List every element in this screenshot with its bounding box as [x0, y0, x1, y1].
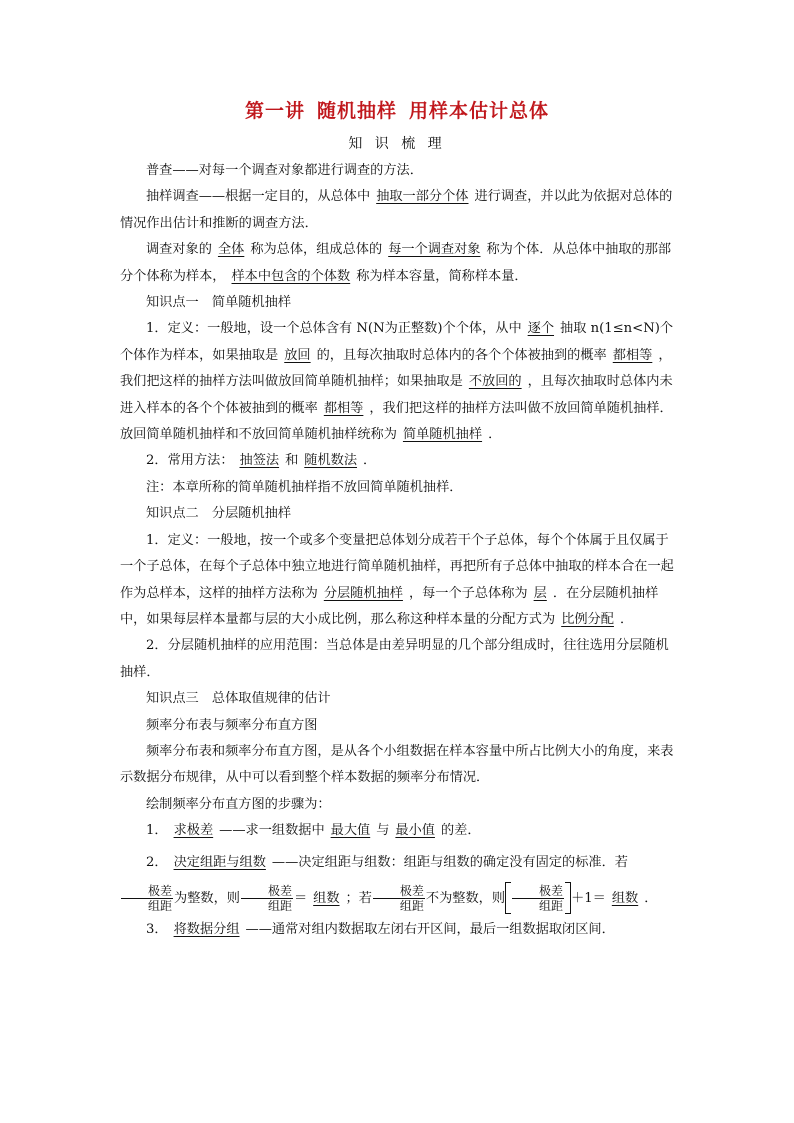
- blank-answer: 比例分配: [561, 611, 614, 627]
- step-2: 2． 决定组距与组数 ——决定组距与组数：组距与组数的确定没有固定的标准．若 $\frac{\text{极差}}{\text{组距}}$ 为整数，则 $\frac{\text{极差}}{\text{组距}}$ ＝ 组数 ；若 $\frac{\text{极差}}{\text{组距}}$ 不为整数，则 $\frac{\text{极差}}{\text{组距}}$ ＋1＝ 组数 ．: [120, 845, 678, 917]
- floor-bracket-left: [505, 882, 511, 914]
- blank-answer: 不放回的: [468, 374, 522, 390]
- heading-knowledge-point-2: 知识点二 分层随机抽样: [146, 506, 292, 522]
- blank-answer: 都相等: [323, 400, 364, 416]
- subheading-frequency: 频率分布表与频率分布直方图: [146, 717, 318, 733]
- blank-answer: 求极差: [173, 823, 214, 839]
- paragraph-common-methods: 2．常用方法： 抽签法 和 随机数法 ．: [146, 453, 377, 469]
- blank-answer: 全体: [217, 242, 245, 258]
- fraction-range-over-width: $\frac{\text{极差}}{\text{组距}}$: [512, 884, 564, 913]
- step-1: 1． 求极差 ——求一组数据中 最大值 与 最小值 的差．: [146, 823, 481, 839]
- paragraph-note: 注：本章所称的简单随机抽样指不放回简单随机抽样．: [146, 479, 463, 495]
- fraction-range-over-width: $\frac{\text{极差}}{\text{组距}}$: [121, 884, 173, 913]
- blank-answer: 抽取一部分个体: [376, 189, 469, 205]
- paragraph-stratified-definition: 1．定义：一般地，按一个或多个变量把总体划分成若干个子总体，每个个体属于且仅属于一个子总体，在每个子总体中独立地进行简单随机抽样，再把所有子总体中抽取的样本合在一起作为总样本，这样的抽样方法称为 分层随机抽样 ，每一个子总体称为 层 ．在分层随机抽样中，如果每层样本量都与层的大小成比例，那么称这种样本量的分配方式为 比例分配 ．: [120, 532, 674, 627]
- paragraph-sampling-survey: 抽样调查——根据一定目的，从总体中 抽取一部分个体 进行调查，并以此为依据对总体的情况作出估计和推断的调查方法．: [120, 189, 673, 231]
- blank-answer: 组数: [611, 890, 639, 906]
- paragraph-stratified-scope: 2．分层随机抽样的应用范围：当总体是由差异明显的几个部分组成时，往往选用分层随机抽样．: [120, 638, 669, 680]
- blank-answer: 逐个: [527, 321, 555, 337]
- paragraph-census: 普查——对每一个调查对象都进行调查的方法．: [146, 163, 423, 178]
- fraction-range-over-width: $\frac{\text{极差}}{\text{组距}}$: [241, 884, 293, 913]
- blank-answer: 都相等: [612, 347, 653, 363]
- blank-answer: 简单随机抽样: [402, 427, 483, 443]
- blank-answer: 组数: [313, 890, 340, 906]
- paragraph-steps-intro: 绘制频率分布直方图的步骤为：: [146, 796, 331, 812]
- paragraph-population: 调查对象的 全体 称为总体，组成总体的 每一个调查对象 称为个体．从总体中抽取的那部分个体称为样本， 样本中包含的个体数 称为样本容量，简称样本量．: [120, 242, 672, 284]
- blank-answer: 每一个调查对象: [388, 242, 481, 258]
- section-subtitle: 知 识 梳 理: [348, 136, 446, 152]
- blank-answer: 层: [533, 585, 547, 601]
- heading-knowledge-point-1: 知识点一 简单随机抽样: [146, 295, 292, 311]
- step-3: 3． 将数据分组 ——通常对组内数据取左闭右开区间，最后一组数据取闭区间．: [146, 921, 615, 937]
- heading-knowledge-point-3: 知识点三 总体取值规律的估计: [146, 691, 331, 707]
- paragraph-srs-definition: 1．定义：一般地，设一个总体含有 N(N为正整数)个个体，从中 逐个 抽取 n(1≤n<N)个个体作为样本，如果抽取是 放回 的，且每次抽取时总体内的各个个体被抽到的概率 都相等 ，我们把这样的抽样方法叫做放回简单随机抽样；如果抽取是 不放回的 ，且每次抽取时总体内未进入样本的各个个体被抽到的概率 都相等 ，我们把这样的抽样方法叫做不放回简单随机抽样．放回简单随机抽样和不放回简单随机抽样统称为 简单随机抽样 ．: [120, 321, 674, 443]
- blank-answer: 随机数法: [304, 453, 358, 469]
- document-body: [120, 158, 678, 943]
- blank-answer: 最大值: [330, 823, 371, 839]
- blank-answer: 决定组距与组数: [173, 854, 266, 870]
- blank-answer: 样本中包含的个体数: [231, 268, 351, 284]
- blank-answer: 放回: [284, 347, 311, 363]
- blank-answer: 分层随机抽样: [323, 585, 403, 601]
- fraction-range-over-width: $\frac{\text{极差}}{\text{组距}}$: [373, 884, 425, 913]
- paragraph-frequency: 频率分布表和频率分布直方图，是从各个小组数据在样本容量中所占比例大小的角度，来表示数据分布规律，从中可以看到整个样本数据的频率分布情况．: [120, 743, 674, 786]
- blank-answer: 抽签法: [239, 453, 280, 469]
- page-title: 第一讲 随机抽样 用样本估计总体: [244, 100, 550, 122]
- blank-answer: 最小值: [395, 823, 435, 839]
- blank-answer: 将数据分组: [173, 921, 240, 937]
